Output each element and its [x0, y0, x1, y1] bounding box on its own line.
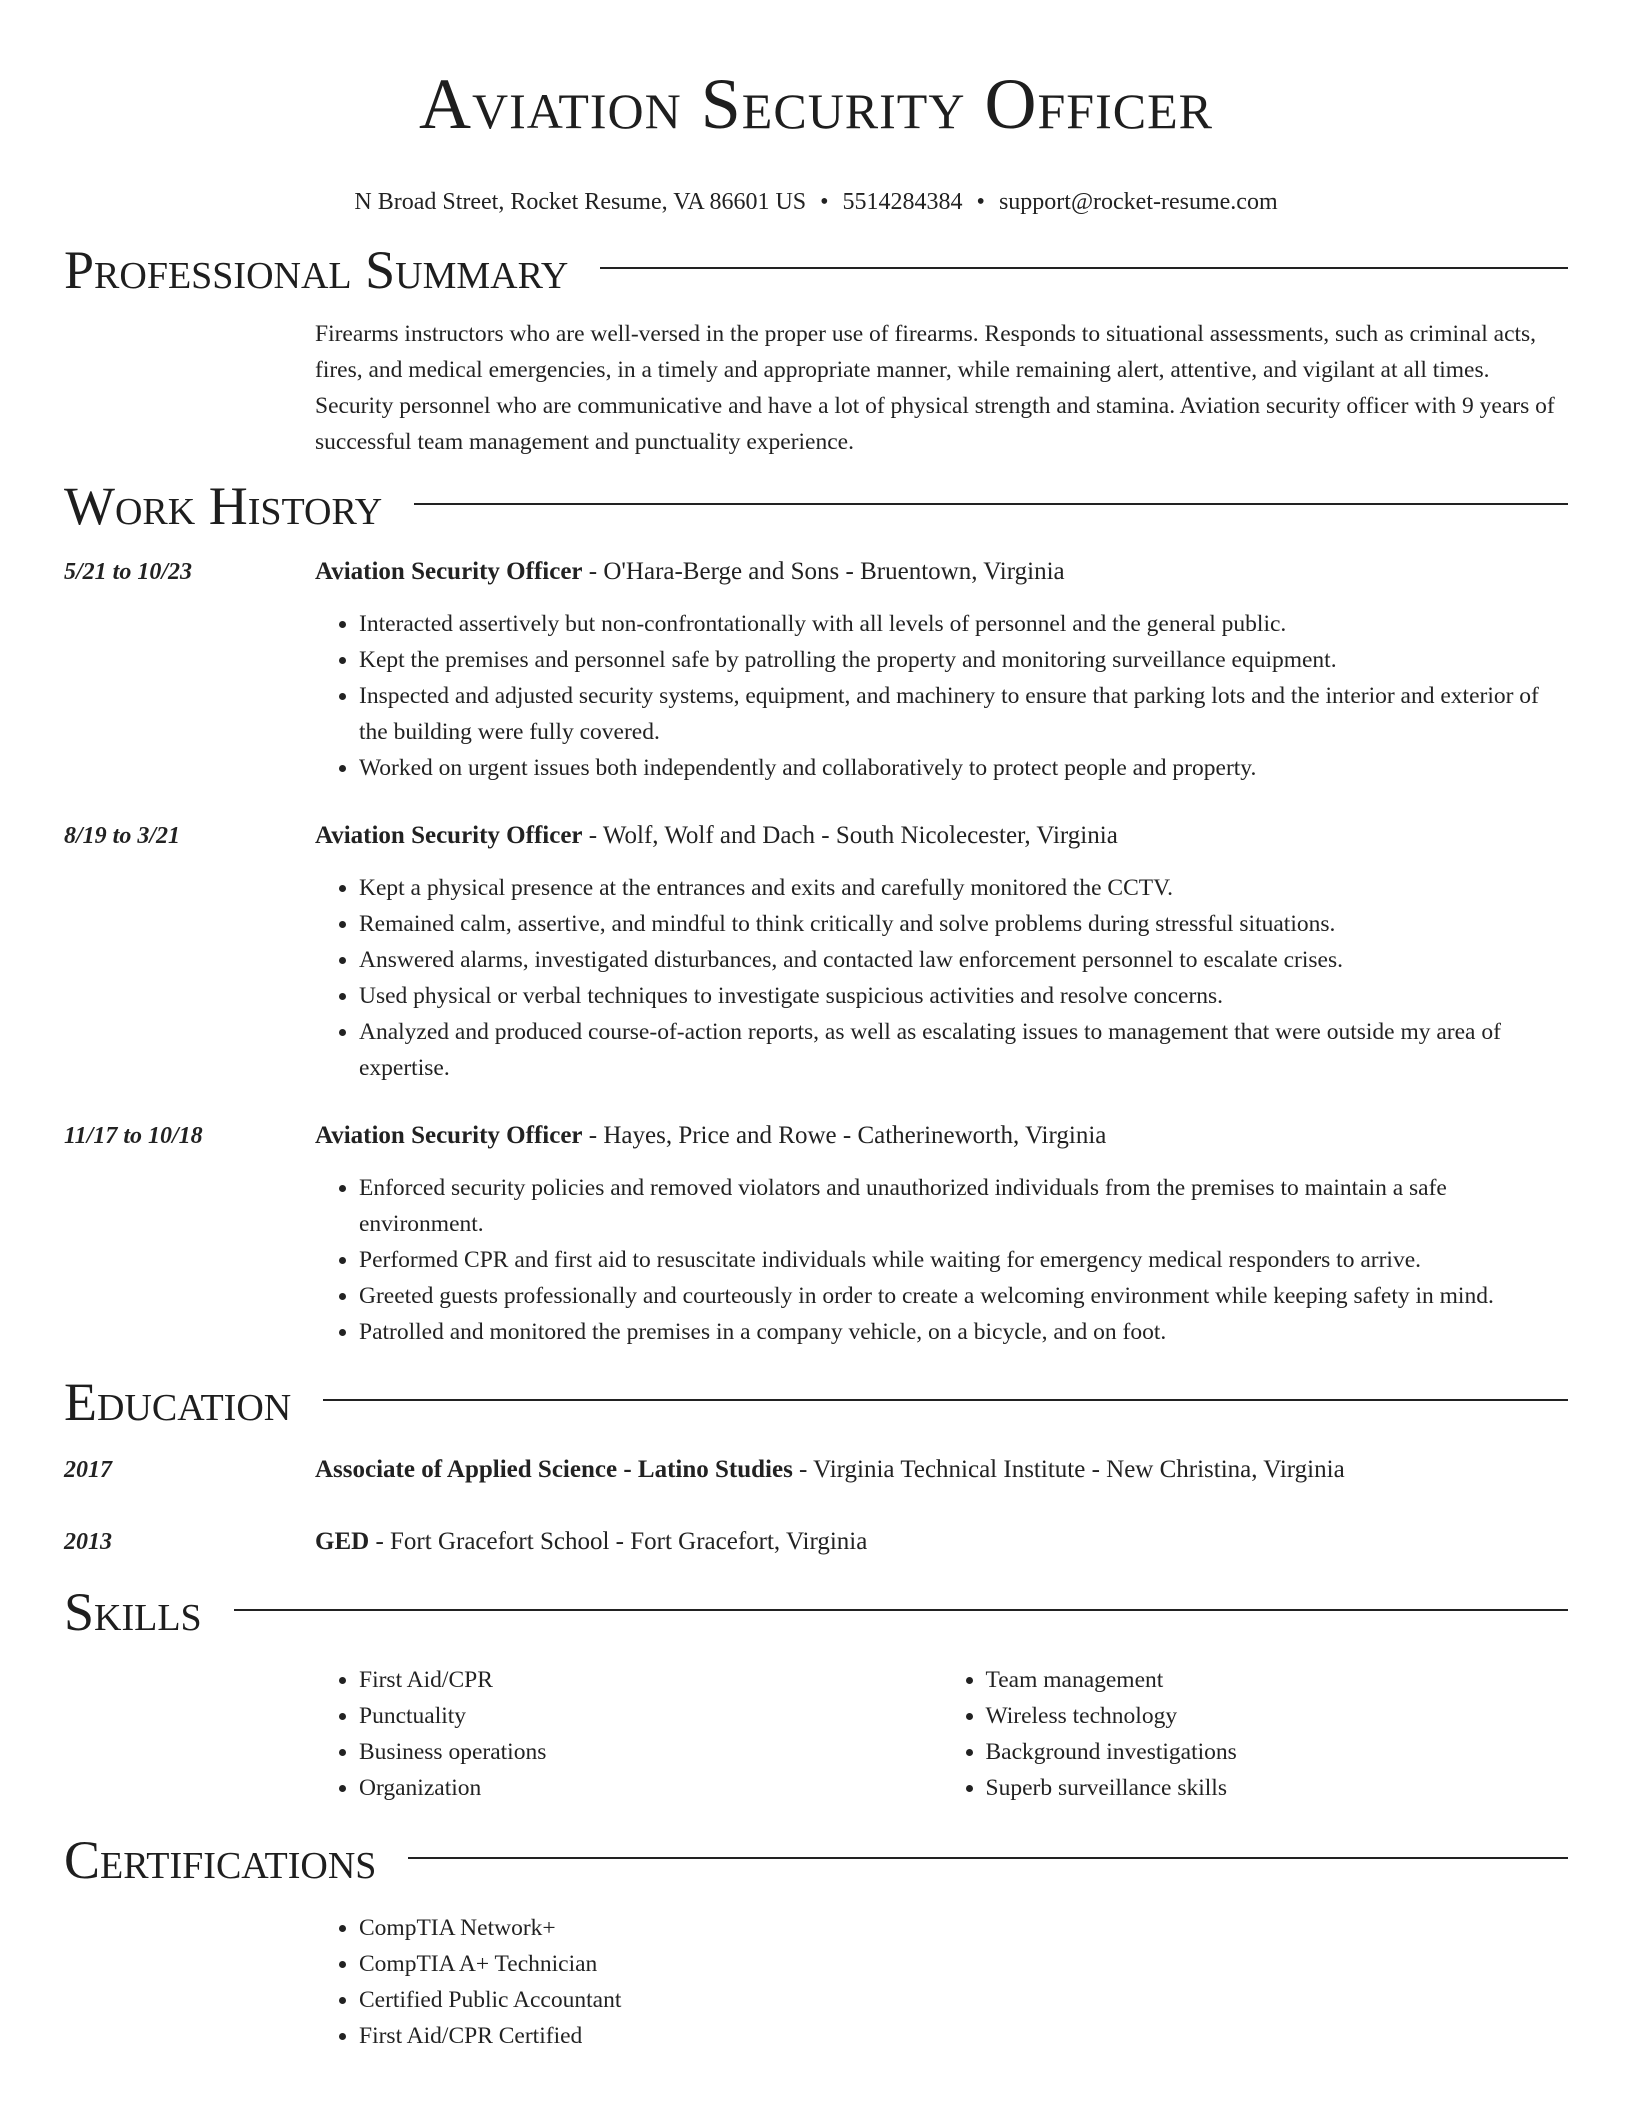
skill-item: • Background investigations	[986, 1734, 1569, 1770]
job-bullets	[315, 606, 1568, 786]
certification-item: • First Aid/CPR Certified	[359, 2018, 1568, 2054]
phone: 5514284384	[842, 189, 963, 215]
job-bullets	[315, 1170, 1568, 1350]
job-body	[315, 554, 1568, 786]
list-item: • Patrolled and monitored the premises in a company vehicle, on a bicycle, and on foot.	[359, 1314, 1568, 1350]
section-divider	[414, 503, 1568, 505]
job-dates: 11/17 to 10/18	[64, 1123, 203, 1149]
certifications-heading	[64, 1830, 1568, 1890]
list-item: • Performed CPR and first aid to resuscitate individuals while waiting for emergency medical responders to arrive.	[359, 1242, 1568, 1278]
list-item: • Remained calm, assertive, and mindful to think critically and solve problems during stressful situations.	[359, 906, 1568, 942]
address: N Broad Street, Rocket Resume, VA 86601 US	[354, 189, 807, 215]
job-title: Aviation Security Officer	[315, 1122, 583, 1149]
job-dates: 5/21 to 10/23	[64, 559, 193, 585]
skill-item: • Business operations	[359, 1734, 942, 1770]
list-item: • Interacted assertively but non-confrontationally with all levels of personnel and the general public.	[359, 606, 1568, 642]
job-heading	[315, 1118, 1568, 1154]
list-item: • Kept the premises and personnel safe by patrolling the property and monitoring surveillance equipment.	[359, 642, 1568, 678]
section-title: Certifications	[64, 1830, 377, 1890]
certifications-list	[315, 1910, 1568, 2054]
education-year: 2013	[64, 1529, 112, 1555]
list-item: • Enforced security policies and removed violators and unauthorized individuals from the premises to maintain a safe environment.	[359, 1170, 1568, 1242]
job-entry	[64, 818, 1568, 1086]
job-title: Aviation Security Officer	[315, 558, 583, 585]
skills-heading	[64, 1582, 1568, 1642]
education-entry	[64, 1524, 1568, 1560]
certification-item: • CompTIA Network+	[359, 1910, 1568, 1946]
email: support@rocket-resume.com	[998, 189, 1278, 215]
school: - Virginia Technical Institute - New Christina, Virginia	[792, 1456, 1345, 1483]
education-body	[315, 1452, 1568, 1488]
contact-line	[64, 186, 1568, 218]
job-entry	[64, 1118, 1568, 1350]
skill-item: • Team management	[986, 1662, 1569, 1698]
skill-item: • Superb surveillance skills	[986, 1770, 1569, 1806]
skill-item: • Organization	[359, 1770, 942, 1806]
skills-column-left	[315, 1662, 942, 1806]
section-title: Professional Summary	[64, 240, 569, 300]
certification-item: • Certified Public Accountant	[359, 1982, 1568, 2018]
job-body	[315, 1118, 1568, 1350]
section-title: Skills	[64, 1582, 202, 1642]
education-entry	[64, 1452, 1568, 1488]
list-item: • Greeted guests professionally and courteously in order to create a welcoming environment while keeping safety in mind.	[359, 1278, 1568, 1314]
education-body	[315, 1524, 1568, 1560]
job-dates: 8/19 to 3/21	[64, 823, 181, 849]
school: - Fort Gracefort School - Fort Gracefort, Virginia	[369, 1528, 868, 1555]
section-title: Education	[64, 1372, 292, 1432]
skills-column-right	[942, 1662, 1569, 1806]
section-title: Work History	[64, 476, 383, 536]
resume-page	[64, 0, 1568, 2054]
list-item: • Kept a physical presence at the entrances and exits and carefully monitored the CCTV.	[359, 870, 1568, 906]
job-entry	[64, 554, 1568, 786]
summary-text: Firearms instructors who are well-versed in the proper use of firearms. Responds to situational assessments, such as criminal acts, fires, and medical emergencies, in a timely and appropriate manner, while remaining alert, attentive, and vigilant at all times. Security personnel who are communicative and have a lot of physical strength and stamina. Aviation security officer with 9 years of successful team management and punctuality experience.	[315, 321, 1555, 455]
skills-list	[315, 1662, 1568, 1806]
list-item: • Answered alarms, investigated disturbances, and contacted law enforcement personnel to escalate crises.	[359, 942, 1568, 978]
education-heading	[64, 1372, 1568, 1432]
section-divider	[234, 1609, 1568, 1611]
section-divider	[323, 1399, 1568, 1401]
job-heading	[315, 818, 1568, 854]
list-item: • Used physical or verbal techniques to investigate suspicious activities and resolve concerns.	[359, 978, 1568, 1014]
resume-name: Aviation Security Officer	[419, 64, 1213, 144]
education-year: 2017	[64, 1457, 112, 1483]
summary-heading	[64, 240, 1568, 300]
job-employer: - Wolf, Wolf and Dach - South Nicolecester, Virginia	[582, 822, 1118, 849]
degree: Associate of Applied Science - Latino Studies	[315, 1456, 793, 1483]
job-title: Aviation Security Officer	[315, 822, 583, 849]
job-employer: - Hayes, Price and Rowe - Catherineworth, Virginia	[582, 1122, 1107, 1149]
section-divider	[408, 1857, 1568, 1859]
section-divider	[600, 267, 1568, 269]
list-item: • Worked on urgent issues both independently and collaboratively to protect people and property.	[359, 750, 1568, 786]
job-employer: - O'Hara-Berge and Sons - Bruentown, Virginia	[582, 558, 1065, 585]
degree: GED	[315, 1528, 370, 1555]
work-heading	[64, 476, 1568, 536]
separator: •	[976, 189, 985, 215]
job-heading	[315, 554, 1568, 590]
skill-item: • Punctuality	[359, 1698, 942, 1734]
list-item: • Analyzed and produced course-of-action reports, as well as escalating issues to management that were outside my area of expertise.	[359, 1014, 1568, 1086]
job-bullets	[315, 870, 1568, 1086]
list-item: • Inspected and adjusted security systems, equipment, and machinery to ensure that parking lots and the interior and exterior of the building were fully covered.	[359, 678, 1568, 750]
job-body	[315, 818, 1568, 1086]
certification-item: • CompTIA A+ Technician	[359, 1946, 1568, 1982]
separator: •	[820, 189, 829, 215]
skill-item: • First Aid/CPR	[359, 1662, 942, 1698]
skill-item: • Wireless technology	[986, 1698, 1569, 1734]
